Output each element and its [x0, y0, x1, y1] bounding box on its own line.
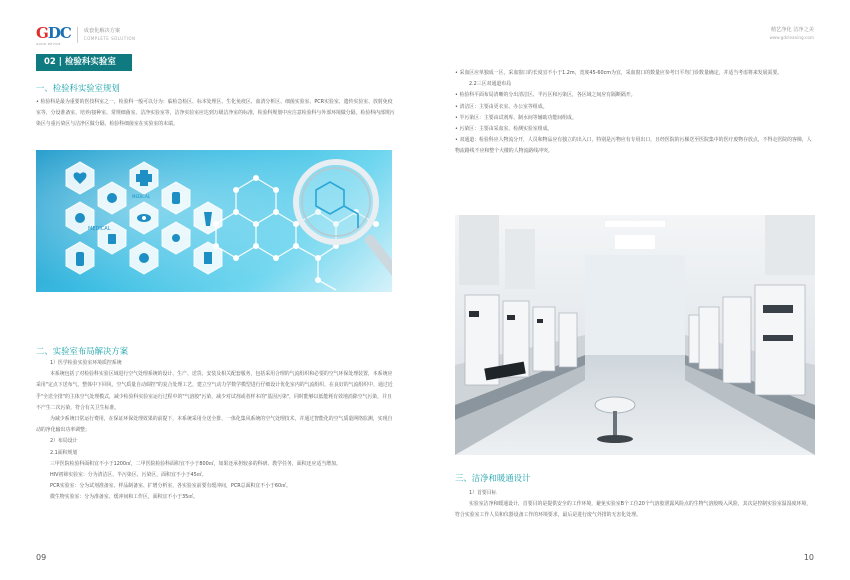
right-text-block — [455, 68, 815, 158]
lab-interior-photo — [455, 215, 815, 455]
header-title-en: COMPLETE SOLUTION — [83, 36, 136, 41]
header-divider — [77, 27, 78, 43]
right-line-6: • 污染区：主要由采血室、检测实验室组成。 — [455, 126, 553, 133]
layout-line-8: PCR实验室：分为试剂准备室、样品制备室、扩增分析室，各实验室前要有缓冲间，PCR总面积宜不小于60㎡。 — [50, 483, 291, 490]
heading-clean-hvac: 三、洁净和暖通设计 — [455, 473, 531, 483]
hero-text-medical: MEDICAL — [88, 226, 111, 232]
header-title: 成套化解决方案 — [83, 28, 121, 34]
right-line-7: • 双通道：检验科应人物流分开，人员和物品应有独立的出入口，特别是污物应有专用出口，且经医院的污梯送至医院集中的医疗废物存放点，不得走医院的客梯，人物流路线不应和整个大楼的人物流路线冲突。 — [455, 137, 812, 155]
heading-lab-planning: 一、检验科实验室规划 — [36, 83, 120, 93]
header-right-title: 精艺净化 洁净之美 — [770, 27, 814, 33]
layout-line-7: HIV初筛实验室：分为清洁区、半污染区、污染区，面积宜不小于45㎡。 — [50, 472, 207, 479]
header-right-url: www.gdcleaning.com — [769, 35, 814, 40]
header-right — [769, 26, 814, 42]
layout-line-2: 本系统包括了对检验科实验区域进行空气处理系统的设计、生产、送货、安装及相关配套服务，包括采用合理的气流组织和必要的空气环保处理装置，本系统应采用"定点下送布气，整体中下回风，空气质量自动调控"的复合处理工艺，建立空气动力学数学模型进行仔细设计优化室内的气流组织，在良好的气流组织中，通过近乎"全送全排"的主体空气处理模式，减少检验科实验室运行过程中的"气溶胶"污染，减少对试剂或者样本的"基因污染"，同时能够以低能耗有效地消除空气污染，并且不产生二次污染，符合有关卫生标准。 — [36, 371, 393, 411]
brand-header — [36, 24, 136, 46]
hero-text-medical-2: MEDICAL — [132, 194, 150, 199]
medical-hero-image — [36, 150, 392, 292]
layout-line-3: 为减少系统日常运行费用，在保证环保处理效果的前提下，本系统采用全送全排、一体化集风系统的空气处理技术，并通过智能化的空气质量网络监测，实现自动的净化输出功率调整； — [36, 416, 393, 434]
layout-line-4: 2）布局设计 — [50, 438, 78, 445]
layout-text-block — [36, 358, 396, 504]
right-line-2: 2.2三区双通道布局 — [469, 81, 512, 88]
brand-logo — [36, 24, 71, 46]
page-number-left: 09 — [36, 553, 47, 562]
hvac-line-2: 实验室洁净和暖通设计，首要目的是提供安全的工作环境，避免实验室B个工位20个气溶胶泄露风险点的生物气溶胶吸入风险，其次是控制实验室温湿度环境，符合实验室工作人员和仪器设备工作的环境要求，最后是进行废气外排的无害化处理。 — [455, 501, 812, 519]
right-line-4: • 清洁区：主要由更衣室、办公室等组成。 — [455, 103, 548, 110]
hero-graphic — [36, 150, 392, 292]
layout-line-9: 微生物实验室：分为准备室、缓冲间和工作区，面积宜不小于35㎡。 — [50, 494, 199, 501]
page-number-right: 10 — [803, 553, 814, 562]
layout-line-6: 三甲医院检验科面积宜不小于1200㎡，二甲医院检验科面积宜不小于800㎡，如果还承担较多的科研、教学任务，面积还应适当增加。 — [50, 460, 341, 467]
header-title-block — [84, 27, 136, 43]
layout-line-1: 1）医学检验实验室环境质控系统 — [50, 360, 122, 366]
section-banner: 02 | 检验科实验室 — [36, 54, 132, 71]
heading-lab-layout: 二、实验室布局解决方案 — [36, 346, 129, 356]
hvac-text-block — [455, 488, 815, 522]
right-line-5: • 半污染区：主要由试剂库、制水间等辅助功能间组成。 — [455, 114, 577, 121]
paragraph-lab-planning: • 检验科是最为重要的医技科室之一，检验科一般可以分为：临检急检区、标本处理区、生化免疫区、血清分析区、细菌实验室、PCR实验室、遗传实验室、放射免疫室等，分设准备室、培养/接种室、常规细菌室、洁净实验室等，洁净实验室应达到万级洁净室的标准，检验科规划中应注意检验科与外部环境做分隔，检验科内部规污染区与重污染区与洁净区做分隔，检验科细菌室在实验室的末端。 — [36, 99, 395, 128]
logo-mark: GDC — [36, 24, 71, 42]
right-line-1: • 采血区应单独成一区，采血窗口的长度宜不小于1.2m，宽度45-60cm为宜，采血窗口的数量应参考日平均门诊数量确定，并适当考虑将来发展需要。 — [455, 70, 783, 76]
right-page — [425, 0, 850, 580]
hvac-line-1: 1）首要目标 — [469, 490, 497, 496]
logo-subtext: GOOD DEVICE — [36, 42, 61, 46]
lab-photo-graphic — [455, 215, 815, 455]
right-line-3: • 检验科平面布局清晰的分出清洁区、半污区和污染区，各区域之间应有隔断隔开。 — [455, 92, 636, 99]
layout-line-5: 2.1面积规划 — [50, 449, 78, 456]
